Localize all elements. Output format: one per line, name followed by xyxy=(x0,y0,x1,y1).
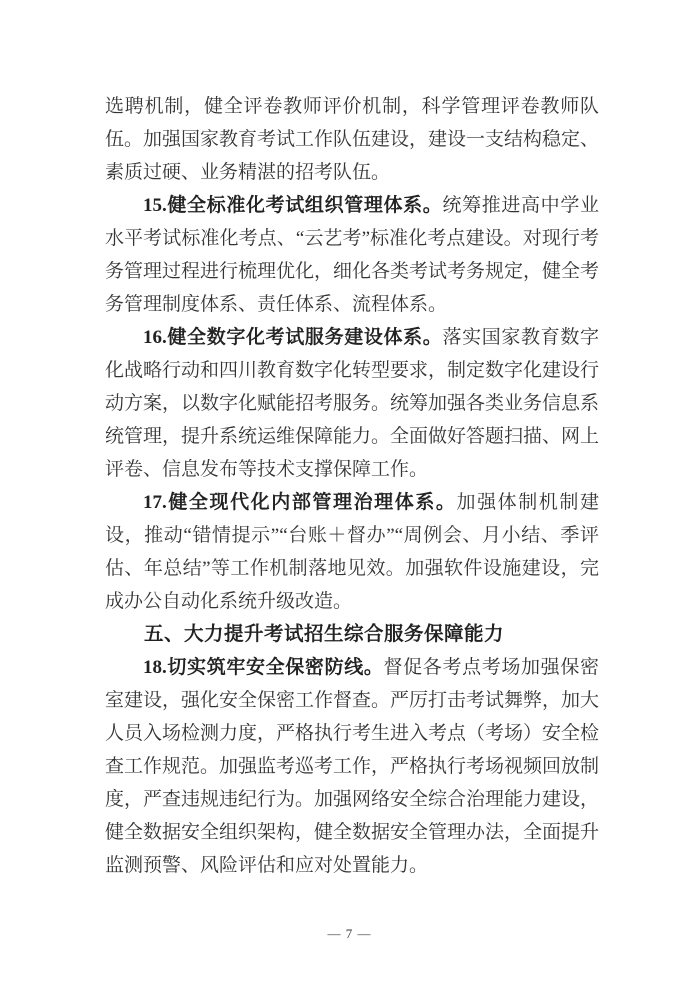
paragraph-15 xyxy=(105,189,599,321)
page-number: — 7 — xyxy=(327,926,372,941)
paragraph-15-lead: 15.健全标准化考试组织管理体系。 xyxy=(143,195,443,216)
paragraph-18-lead: 18.切实筑牢安全保密防线。 xyxy=(143,657,384,678)
paragraph-15-text: 统筹推进高中学业水平考试标准化考点、“云艺考”标准化考点建设。对现行考务管理过程进行梳理优化，细化各类考试考务规定，健全考务管理制度体系、责任体系、流程体系。 xyxy=(105,195,600,315)
section-heading-5: 五、大力提升考试招生综合服务保障能力 xyxy=(144,623,505,645)
paragraph-16-text: 落实国家教育数字化战略行动和四川教育数字化转型要求，制定数字化建设行动方案，以数字化赋能招考服务。统筹加强各类业务信息系统管理，提升系统运维保障能力。全面做好答题扫描、网上评卷、信息发布等技术支撑保障工作。 xyxy=(105,327,600,480)
paragraph-16 xyxy=(105,321,599,486)
paragraph-17-text: 加强体制机制建设，推动“错情提示”“台账＋督办”“周例会、月小结、季评估、年总结”等工作机制落地见效。加强软件设施建设，完成办公自动化系统升级改造。 xyxy=(105,492,599,612)
document-body xyxy=(105,90,599,882)
paragraph-16-lead: 16.健全数字化考试服务建设体系。 xyxy=(143,327,443,348)
paragraph-continuation: 选聘机制，健全评卷教师评价机制，科学管理评卷教师队伍。加强国家教育考试工作队伍建设，建设一支结构稳定、素质过硬、业务精湛的招考队伍。 xyxy=(105,96,600,183)
paragraph-17-lead: 17.健全现代化内部管理治理体系。 xyxy=(143,492,457,513)
paragraph-17 xyxy=(105,486,599,618)
paragraph-18-text: 督促各考点考场加强保密室建设，强化安全保密工作督查。严厉打击考试舞弊，加大人员入场检测力度，严格执行考生进入考点（考场）安全检查工作规范。加强监考巡考工作，严格执行考场视频回放制度，严查违规违纪行为。加强网络安全综合治理能力建设，健全数据安全组织架构，健全数据安全管理办法，全面提升监测预警、风险评估和应对处置能力。 xyxy=(105,657,600,876)
paragraph-18 xyxy=(105,651,599,882)
